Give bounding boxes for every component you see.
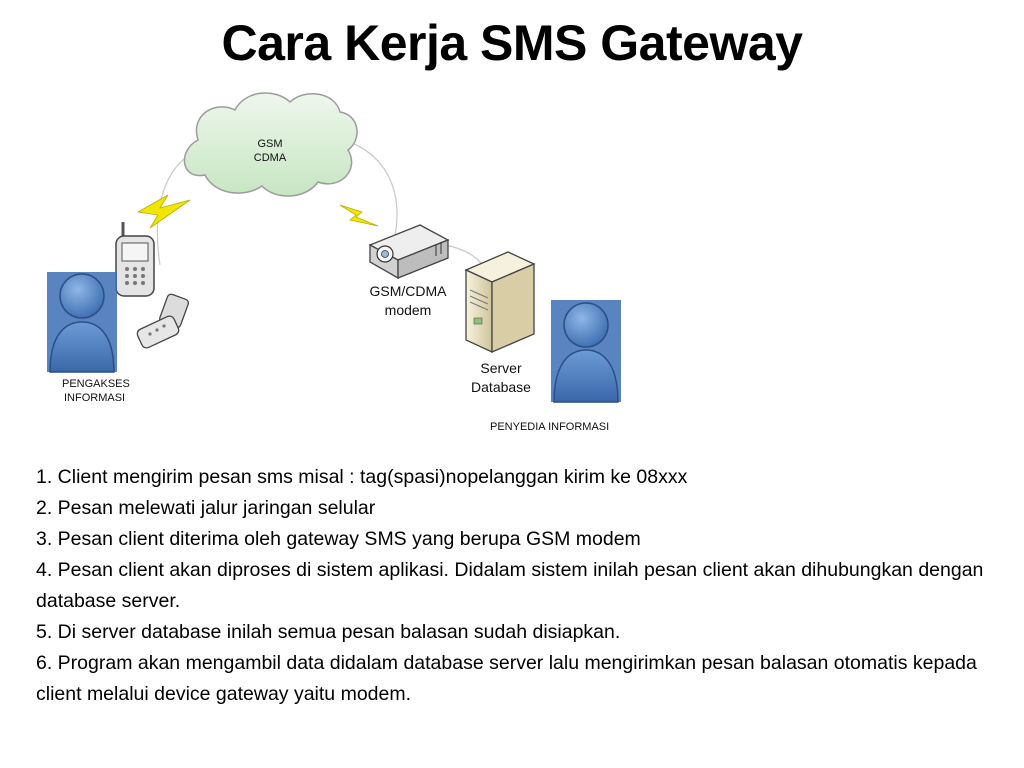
mobile-phone-icon (116, 222, 154, 296)
client-label-1: PENGAKSES (62, 378, 130, 390)
client-label-2: INFORMASI (64, 392, 126, 404)
client-person-icon (47, 272, 117, 372)
slide-title: Cara Kerja SMS Gateway (221, 15, 803, 71)
flip-phone-icon (136, 293, 190, 349)
steps-list (36, 462, 996, 710)
modem-label-2: modem (384, 302, 432, 318)
cloud-label-1: GSM (257, 138, 283, 150)
modem-icon (370, 225, 448, 278)
server-label-2: Database (471, 379, 531, 395)
step-item: 3. Pesan client diterima oleh gateway SMS yang berupa GSM modem (36, 528, 641, 550)
provider-label: PENYEDIA INFORMASI (490, 421, 610, 433)
server-label-1: Server (480, 360, 522, 376)
lightning-icon (138, 195, 190, 228)
step-item: 1. Client mengirim pesan sms misal : tag(spasi)nopelanggan kirim ke 08xxx (36, 466, 688, 488)
provider-person-icon (551, 300, 621, 402)
server-icon (466, 252, 534, 352)
cloud-label-2: CDMA (253, 152, 287, 164)
step-item: 2. Pesan melewati jalur jaringan selular (36, 497, 376, 519)
lightning-icon (340, 205, 378, 226)
step-item: 4. Pesan client akan diproses di sistem aplikasi. Didalam sistem inilah pesan client akan dihubungkan dengan database server. (36, 559, 984, 612)
modem-label-1: GSM/CDMA (369, 283, 447, 299)
step-item: 6. Program akan mengambil data didalam database server lalu mengirimkan pesan balasan otomatis kepada client melalui device gateway yaitu modem. (36, 652, 977, 705)
step-item: 5. Di server database inilah semua pesan balasan sudah disiapkan. (36, 621, 621, 643)
